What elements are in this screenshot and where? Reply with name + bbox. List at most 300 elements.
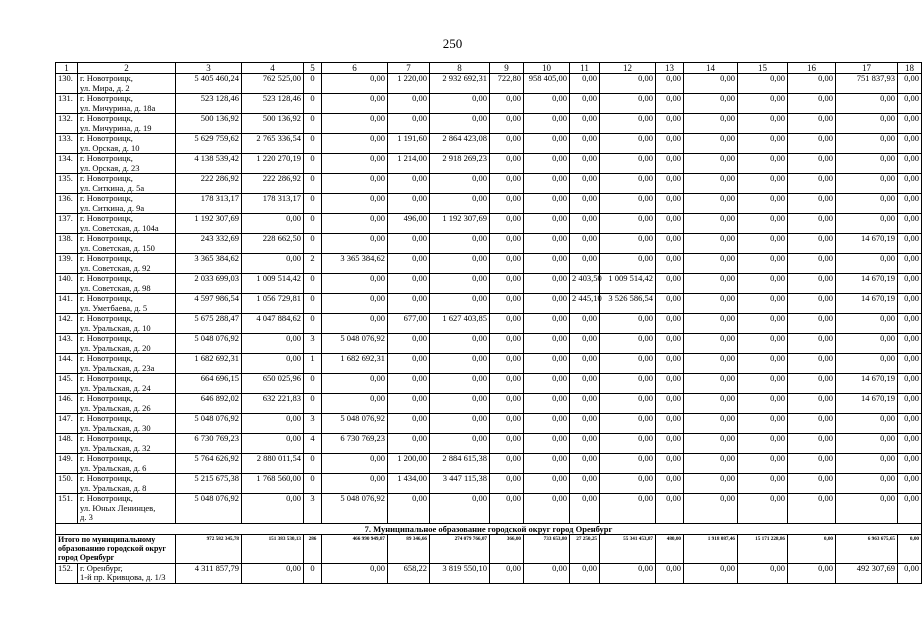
value-cell: 0,00	[388, 234, 430, 254]
address-line: ул. Ситкина, д. 5а	[80, 182, 145, 193]
value-cell: 972 582 345,78	[176, 534, 242, 563]
value-cell: 0,00	[388, 254, 430, 274]
row-number: 144.	[56, 354, 78, 374]
table-row	[56, 174, 922, 194]
address-cell	[78, 474, 176, 494]
address-line: ул. Уральская, д. 8	[80, 482, 147, 493]
value-cell: 0,00	[490, 154, 524, 174]
row-number: 150.	[56, 474, 78, 494]
value-cell: 0,00	[388, 354, 430, 374]
value-cell: 0,00	[836, 334, 898, 354]
value-cell: 0,00	[322, 74, 388, 94]
value-cell: 228 662,50	[242, 234, 304, 254]
value-cell: 0,00	[570, 434, 600, 454]
address-cell	[78, 274, 176, 294]
row-number: 140.	[56, 274, 78, 294]
value-cell: 0,00	[656, 274, 684, 294]
value-cell: 0,00	[388, 434, 430, 454]
table-row	[56, 434, 922, 454]
row-number: 134.	[56, 154, 78, 174]
row-number: 138.	[56, 234, 78, 254]
row-number: 142.	[56, 314, 78, 334]
value-cell: 0,00	[684, 354, 738, 374]
value-cell: 0,00	[738, 114, 788, 134]
value-cell: 0,00	[524, 154, 570, 174]
value-cell: 0,00	[656, 563, 684, 583]
address-cell	[78, 174, 176, 194]
value-cell: 0,00	[242, 254, 304, 274]
value-cell: 151 383 530,13	[242, 534, 304, 563]
value-cell: 0,00	[656, 334, 684, 354]
value-cell: 500 136,92	[242, 114, 304, 134]
value-cell: 0,00	[788, 354, 836, 374]
value-cell: 0,00	[322, 454, 388, 474]
value-cell: 0,00	[684, 334, 738, 354]
address-cell	[78, 314, 176, 334]
value-cell: 650 025,96	[242, 374, 304, 394]
value-cell: 0,00	[430, 294, 490, 314]
section-row	[56, 523, 922, 534]
value-cell: 5 048 076,92	[322, 494, 388, 524]
value-cell: 0,00	[898, 134, 922, 154]
value-cell: 0,00	[898, 354, 922, 374]
section-title: 7. Муниципальное образование городской округ город Оренбург	[56, 523, 922, 534]
row-number: 137.	[56, 214, 78, 234]
value-cell: 0,00	[600, 194, 656, 214]
value-cell: 5 675 288,47	[176, 314, 242, 334]
value-cell: 0,00	[656, 394, 684, 414]
value-cell: 0,00	[836, 414, 898, 434]
value-cell: 0,00	[898, 94, 922, 114]
value-cell: 0,00	[684, 74, 738, 94]
value-cell: 0,00	[656, 374, 684, 394]
total-row	[56, 534, 922, 563]
value-cell: 0,00	[836, 174, 898, 194]
value-cell: 0,00	[788, 314, 836, 334]
row-number: 143.	[56, 334, 78, 354]
row-number: 147.	[56, 414, 78, 434]
value-cell: 0,00	[788, 394, 836, 414]
address-line: ул. Уральская, д. 24	[80, 382, 151, 393]
value-cell: 5 048 076,92	[322, 414, 388, 434]
value-cell: 5 048 076,92	[322, 334, 388, 354]
value-cell: 0,00	[684, 314, 738, 334]
value-cell: 1 192 307,69	[176, 214, 242, 234]
value-cell: 0,00	[430, 394, 490, 414]
row-number: 149.	[56, 454, 78, 474]
value-cell: 0,00	[684, 114, 738, 134]
value-cell: 0,00	[490, 174, 524, 194]
value-cell: 0	[304, 274, 322, 294]
value-cell: 5 215 675,38	[176, 474, 242, 494]
table-row	[56, 114, 922, 134]
value-cell: 0,00	[684, 434, 738, 454]
address-cell	[78, 254, 176, 274]
value-cell: 0,00	[836, 114, 898, 134]
value-cell: 0,00	[898, 374, 922, 394]
value-cell: 2 880 011,54	[242, 454, 304, 474]
value-cell: 0,00	[684, 274, 738, 294]
address-line: ул. Советская, д. 104а	[80, 222, 159, 233]
value-cell: 0,00	[738, 334, 788, 354]
value-cell: 0,00	[388, 274, 430, 294]
value-cell: 0	[304, 394, 322, 414]
value-cell: 1 682 692,31	[176, 354, 242, 374]
address-line: г. Новотроицк,	[80, 133, 133, 143]
value-cell: 0,00	[570, 214, 600, 234]
value-cell: 2 445,10	[570, 294, 600, 314]
value-cell: 0,00	[898, 434, 922, 454]
value-cell: 0,00	[684, 474, 738, 494]
value-cell: 0,00	[684, 134, 738, 154]
value-cell: 0,00	[656, 154, 684, 174]
address-cell	[78, 354, 176, 374]
value-cell: 632 221,83	[242, 394, 304, 414]
value-cell: 0,00	[490, 494, 524, 524]
address-cell	[78, 134, 176, 154]
value-cell: 3	[304, 334, 322, 354]
value-cell: 0,00	[788, 434, 836, 454]
value-cell: 0,00	[430, 194, 490, 214]
value-cell: 0,00	[524, 563, 570, 583]
address-line: ул. Орская, д. 23	[80, 162, 140, 173]
value-cell: 0,00	[322, 374, 388, 394]
table-row	[56, 254, 922, 274]
value-cell: 0,00	[836, 194, 898, 214]
value-cell: 0,00	[684, 394, 738, 414]
value-cell: 0,00	[524, 454, 570, 474]
column-number: 12	[600, 63, 656, 74]
value-cell: 1 918 087,46	[684, 534, 738, 563]
value-cell: 0,00	[524, 114, 570, 134]
row-number: 148.	[56, 434, 78, 454]
value-cell: 5 048 076,92	[176, 494, 242, 524]
value-cell: 0,00	[570, 134, 600, 154]
value-cell: 0,00	[788, 414, 836, 434]
value-cell: 523 128,46	[176, 94, 242, 114]
address-line: г. Новотроицк,	[80, 473, 133, 483]
value-cell: 0,00	[388, 494, 430, 524]
table-row	[56, 274, 922, 294]
address-cell	[78, 114, 176, 134]
column-number: 4	[242, 63, 304, 74]
value-cell: 0,00	[684, 374, 738, 394]
value-cell: 0,00	[600, 454, 656, 474]
value-cell: 0,00	[524, 434, 570, 454]
value-cell: 0,00	[570, 194, 600, 214]
value-cell: 0,00	[656, 474, 684, 494]
address-line: г. Новотроицк,	[80, 273, 133, 283]
address-line: ул. Уральская, д. 23а	[80, 362, 155, 373]
table-row	[56, 414, 922, 434]
table-row	[56, 154, 922, 174]
value-cell: 0,00	[788, 154, 836, 174]
value-cell: 55 341 453,87	[600, 534, 656, 563]
value-cell: 0,00	[898, 274, 922, 294]
value-cell: 0,00	[738, 454, 788, 474]
value-cell: 0,00	[524, 274, 570, 294]
column-number: 3	[176, 63, 242, 74]
address-line: г. Оренбург,	[80, 562, 123, 573]
value-cell: 0,00	[684, 174, 738, 194]
value-cell: 0,00	[430, 414, 490, 434]
value-cell: 733 653,80	[524, 534, 570, 563]
value-cell: 2 765 336,54	[242, 134, 304, 154]
value-cell: 523 128,46	[242, 94, 304, 114]
value-cell: 0,00	[656, 254, 684, 274]
value-cell: 4 597 986,54	[176, 294, 242, 314]
value-cell: 0,00	[656, 314, 684, 334]
value-cell: 0,00	[600, 434, 656, 454]
value-cell: 0,00	[898, 334, 922, 354]
value-cell: 0,00	[788, 563, 836, 583]
value-cell: 89 346,66	[388, 534, 430, 563]
value-cell: 1 009 514,42	[242, 274, 304, 294]
value-cell: 0,00	[898, 534, 922, 563]
address-cell	[78, 94, 176, 114]
address-line: д. 3	[80, 512, 93, 522]
value-cell: 466 990 949,87	[322, 534, 388, 563]
value-cell: 1 009 514,42	[600, 274, 656, 294]
value-cell: 0,00	[656, 354, 684, 374]
value-cell: 0,00	[738, 214, 788, 234]
value-cell: 0	[304, 174, 322, 194]
column-number: 9	[490, 63, 524, 74]
address-line: г. Новотроицк,	[80, 373, 133, 383]
value-cell: 0,00	[490, 394, 524, 414]
value-cell: 646 892,02	[176, 394, 242, 414]
value-cell: 0,00	[600, 254, 656, 274]
value-cell: 0,00	[430, 274, 490, 294]
value-cell: 6 730 769,23	[176, 434, 242, 454]
row-number: 151.	[56, 494, 78, 524]
row-number: 141.	[56, 294, 78, 314]
column-number: 5	[304, 63, 322, 74]
value-cell: 0,00	[836, 214, 898, 234]
value-cell: 0	[304, 454, 322, 474]
address-line: г. Новотроицк,	[80, 93, 133, 103]
value-cell: 0,00	[524, 394, 570, 414]
value-cell: 0,00	[322, 563, 388, 583]
value-cell: 0,00	[788, 114, 836, 134]
row-number: 136.	[56, 194, 78, 214]
value-cell: 0,00	[570, 563, 600, 583]
value-cell: 0,00	[656, 214, 684, 234]
address-line: ул. Уральская, д. 26	[80, 402, 151, 413]
address-line: ул. Уральская, д. 30	[80, 422, 151, 433]
value-cell: 492 307,69	[836, 563, 898, 583]
value-cell: 1 768 560,00	[242, 474, 304, 494]
value-cell: 0,00	[570, 494, 600, 524]
value-cell: 0,00	[738, 194, 788, 214]
value-cell: 27 250,25	[570, 534, 600, 563]
column-number: 16	[788, 63, 836, 74]
value-cell: 0	[304, 114, 322, 134]
value-cell: 0,00	[788, 454, 836, 474]
value-cell: 0,00	[656, 174, 684, 194]
value-cell: 1 220,00	[388, 74, 430, 94]
value-cell: 1 191,60	[388, 134, 430, 154]
value-cell: 500 136,92	[176, 114, 242, 134]
table-row	[56, 334, 922, 354]
value-cell: 0,00	[242, 414, 304, 434]
value-cell: 0,00	[656, 434, 684, 454]
value-cell: 0,00	[898, 394, 922, 414]
value-cell: 0,00	[836, 494, 898, 524]
value-cell: 0,00	[656, 454, 684, 474]
value-cell: 0,00	[684, 214, 738, 234]
value-cell: 0,00	[836, 474, 898, 494]
value-cell: 0,00	[600, 154, 656, 174]
value-cell: 0,00	[430, 354, 490, 374]
value-cell: 0,00	[788, 374, 836, 394]
address-line: г. Новотроицк,	[80, 493, 133, 503]
value-cell: 15 171 228,86	[738, 534, 788, 563]
value-cell: 0,00	[524, 374, 570, 394]
address-line: г. Новотроицк,	[80, 173, 133, 183]
value-cell: 0,00	[788, 94, 836, 114]
value-cell: 0,00	[656, 114, 684, 134]
value-cell: 0,00	[242, 214, 304, 234]
value-cell: 0,00	[570, 354, 600, 374]
value-cell: 0,00	[898, 214, 922, 234]
value-cell: 4 047 884,62	[242, 314, 304, 334]
value-cell: 0,00	[242, 334, 304, 354]
value-cell: 0,00	[490, 294, 524, 314]
value-cell: 0,00	[898, 414, 922, 434]
table-row	[56, 194, 922, 214]
value-cell: 0,00	[836, 134, 898, 154]
value-cell: 1	[304, 354, 322, 374]
value-cell: 0,00	[788, 174, 836, 194]
value-cell: 5 048 076,92	[176, 414, 242, 434]
value-cell: 2 918 269,23	[430, 154, 490, 174]
value-cell: 0,00	[684, 494, 738, 524]
address-line: г. Новотроицк,	[80, 413, 133, 423]
value-cell: 0,00	[788, 134, 836, 154]
value-cell: 0,00	[430, 334, 490, 354]
value-cell: 664 696,15	[176, 374, 242, 394]
value-cell: 0,00	[788, 494, 836, 524]
value-cell: 0,00	[524, 134, 570, 154]
value-cell: 0,00	[490, 254, 524, 274]
value-cell: 0,00	[570, 94, 600, 114]
value-cell: 0,00	[524, 414, 570, 434]
value-cell: 0,00	[600, 134, 656, 154]
value-cell: 0,00	[738, 274, 788, 294]
value-cell: 1 214,00	[388, 154, 430, 174]
value-cell: 0,00	[898, 234, 922, 254]
table-row	[56, 94, 922, 114]
value-cell: 0,00	[898, 563, 922, 583]
value-cell: 0,00	[490, 134, 524, 154]
value-cell: 1 434,00	[388, 474, 430, 494]
address-cell	[78, 494, 176, 524]
column-number: 14	[684, 63, 738, 74]
address-line: г. Новотроицк,	[80, 433, 133, 443]
table-row	[56, 494, 922, 524]
value-cell: 0,00	[430, 434, 490, 454]
address-line: 1-й пр. Кривцова, д. 1/3	[80, 572, 166, 582]
value-cell: 0,00	[738, 134, 788, 154]
value-cell: 0,00	[684, 294, 738, 314]
value-cell: 0,00	[738, 174, 788, 194]
value-cell: 0,00	[684, 254, 738, 274]
value-cell: 0,00	[322, 314, 388, 334]
value-cell: 0,00	[388, 114, 430, 134]
value-cell: 0,00	[322, 94, 388, 114]
column-number: 2	[78, 63, 176, 74]
column-number: 1	[56, 63, 78, 74]
address-line: ул. Орская, д. 10	[80, 142, 140, 153]
address-line: г. Новотроицк,	[80, 113, 133, 123]
value-cell: 0,00	[684, 454, 738, 474]
value-cell: 0,00	[738, 314, 788, 334]
value-cell: 0	[304, 563, 322, 583]
value-cell: 0,00	[788, 214, 836, 234]
value-cell: 0,00	[490, 194, 524, 214]
value-cell: 0,00	[600, 114, 656, 134]
value-cell: 0,00	[600, 334, 656, 354]
value-cell: 0,00	[600, 174, 656, 194]
table-row	[56, 234, 922, 254]
value-cell: 0,00	[570, 254, 600, 274]
value-cell: 0,00	[430, 114, 490, 134]
value-cell: 3	[304, 494, 322, 524]
value-cell: 1 192 307,69	[430, 214, 490, 234]
address-line: г. Новотроицк,	[80, 453, 133, 463]
value-cell: 0,00	[788, 294, 836, 314]
column-number: 15	[738, 63, 788, 74]
address-line: ул. Уральская, д. 20	[80, 342, 151, 353]
value-cell: 658,22	[388, 563, 430, 583]
value-cell: 0,00	[490, 314, 524, 334]
value-cell: 0,00	[490, 214, 524, 234]
value-cell: 0,00	[322, 474, 388, 494]
value-cell: 0,00	[524, 314, 570, 334]
value-cell: 0,00	[738, 254, 788, 274]
address-line: г. Новотроицк,	[80, 73, 133, 83]
address-line: ул. Уральская, д. 32	[80, 442, 151, 453]
table-row	[56, 354, 922, 374]
value-cell: 0,00	[490, 334, 524, 354]
column-number: 6	[322, 63, 388, 74]
value-cell: 14 670,19	[836, 274, 898, 294]
address-cell	[78, 234, 176, 254]
column-number: 17	[836, 63, 898, 74]
value-cell: 0,00	[524, 494, 570, 524]
value-cell: 0	[304, 294, 322, 314]
address-line: г. Новотроицк,	[80, 293, 133, 303]
value-cell: 0,00	[322, 154, 388, 174]
value-cell: 0,00	[600, 74, 656, 94]
value-cell: 5 048 076,92	[176, 334, 242, 354]
total-label: Итого по муниципальному образованию городской округ город Оренбург	[56, 534, 176, 563]
value-cell: 0,00	[322, 114, 388, 134]
address-line: г. Новотроицк,	[80, 313, 133, 323]
value-cell: 4 138 539,42	[176, 154, 242, 174]
value-cell: 0,00	[836, 314, 898, 334]
address-line: ул. Уральская, д. 6	[80, 462, 147, 473]
table-row	[56, 563, 922, 583]
address-line: ул. Мичурина, д. 18а	[80, 102, 156, 113]
value-cell: 0,00	[656, 294, 684, 314]
value-cell: 0,00	[898, 254, 922, 274]
value-cell: 222 286,92	[176, 174, 242, 194]
address-cell	[78, 414, 176, 434]
value-cell: 677,00	[388, 314, 430, 334]
value-cell: 0,00	[898, 474, 922, 494]
